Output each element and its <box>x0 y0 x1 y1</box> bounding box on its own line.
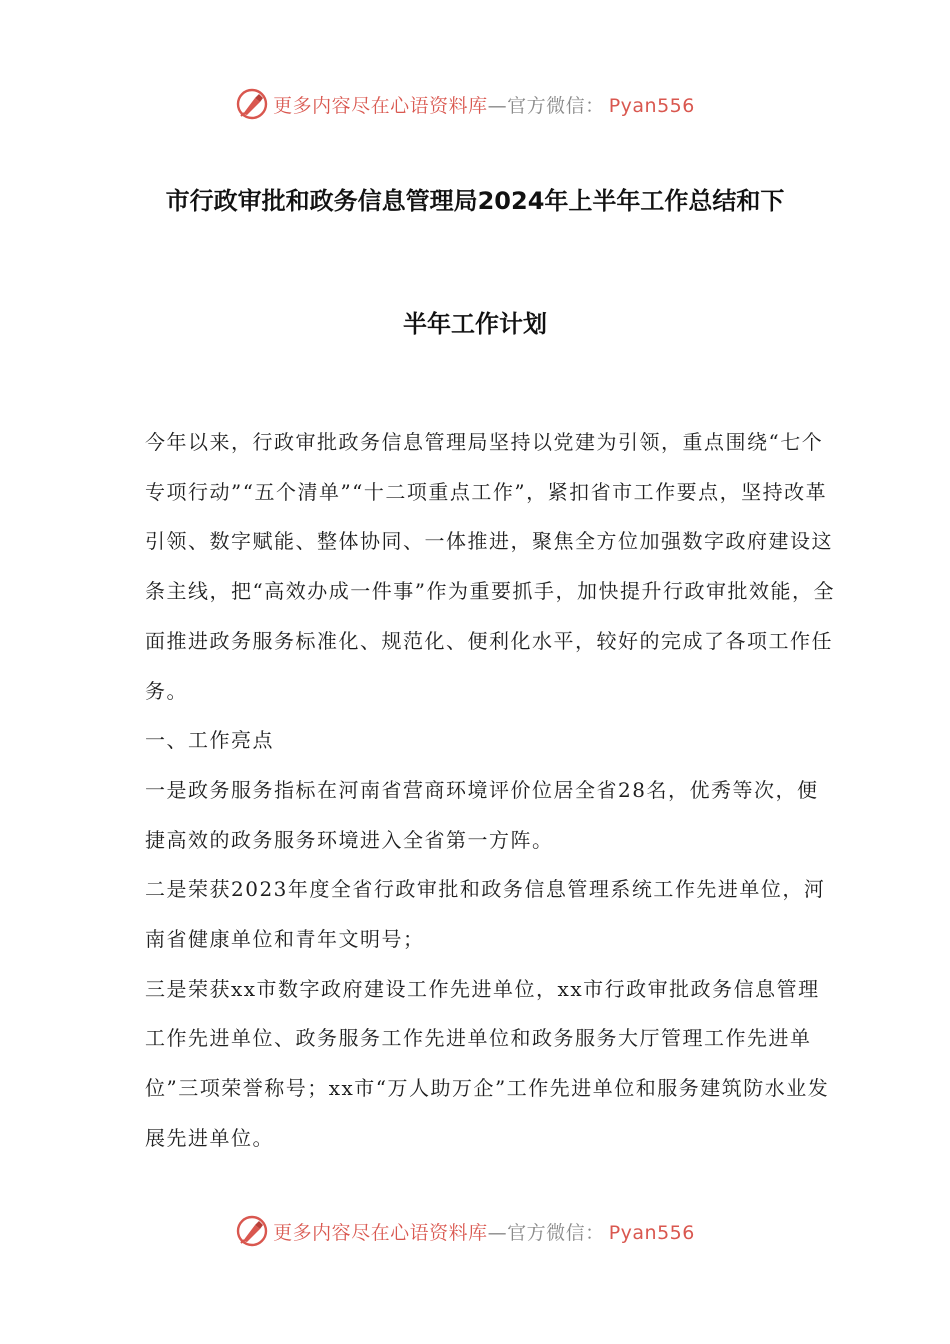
highlight-item-1: 一是政务服务指标在河南省营商环境评价位居全省28名，优秀等次，便捷高效的政务服务环境进入全省第一方阵。 <box>145 777 819 852</box>
watermark-wechat-label: 官方微信： <box>507 94 605 117</box>
document-title-line-1: 市行政审批和政务信息管理局2024年上半年工作总结和下 <box>165 187 785 215</box>
watermark-dash: — <box>487 1221 508 1244</box>
highlight-item-2: 二是荣获2023年度全省行政审批和政务信息管理系统工作先进单位，河南省健康单位和青年文明号； <box>145 877 826 952</box>
header-watermark <box>0 84 950 124</box>
section-heading-highlights: 一、工作亮点 <box>145 728 274 753</box>
document-title-line-2: 半年工作计划 <box>403 310 547 338</box>
pen-nib-logo-icon <box>235 1214 269 1248</box>
watermark-wechat-label: 官方微信： <box>507 1221 605 1244</box>
intro-paragraph: 今年以来，行政审批政务信息管理局坚持以党建为引领，重点围绕“七个专项行动”“五个清单”“十二项重点工作”，紧扣省市工作要点，坚持改革引领、数字赋能、整体协同、一体推进，聚焦全方位加强数字政府建设这条主线，把“高效办成一件事”作为重要抓手，加快提升行政审批效能，全面推进政务服务标准化、规范化、便利化水平，较好的完成了各项工作任务。 <box>145 430 835 703</box>
highlight-item-3: 三是荣获xx市数字政府建设工作先进单位，xx市行政审批政务信息管理工作先进单位、政务服务工作先进单位和政务服务大厅管理工作先进单位”三项荣誉称号；xx市“万人助万企”工作先进单位和服务建筑防水业发展先进单位。 <box>145 976 830 1150</box>
watermark-dash: — <box>487 94 508 117</box>
watermark-brand-text: 更多内容尽在心语资料库 <box>273 94 488 117</box>
watermark-wechat-id: Pyan556 <box>608 94 695 117</box>
document-body <box>145 418 835 1164</box>
footer-watermark <box>0 1211 950 1251</box>
watermark-wechat-id: Pyan556 <box>608 1221 695 1244</box>
pen-nib-logo-icon <box>235 87 269 121</box>
watermark-brand-text: 更多内容尽在心语资料库 <box>273 1221 488 1244</box>
